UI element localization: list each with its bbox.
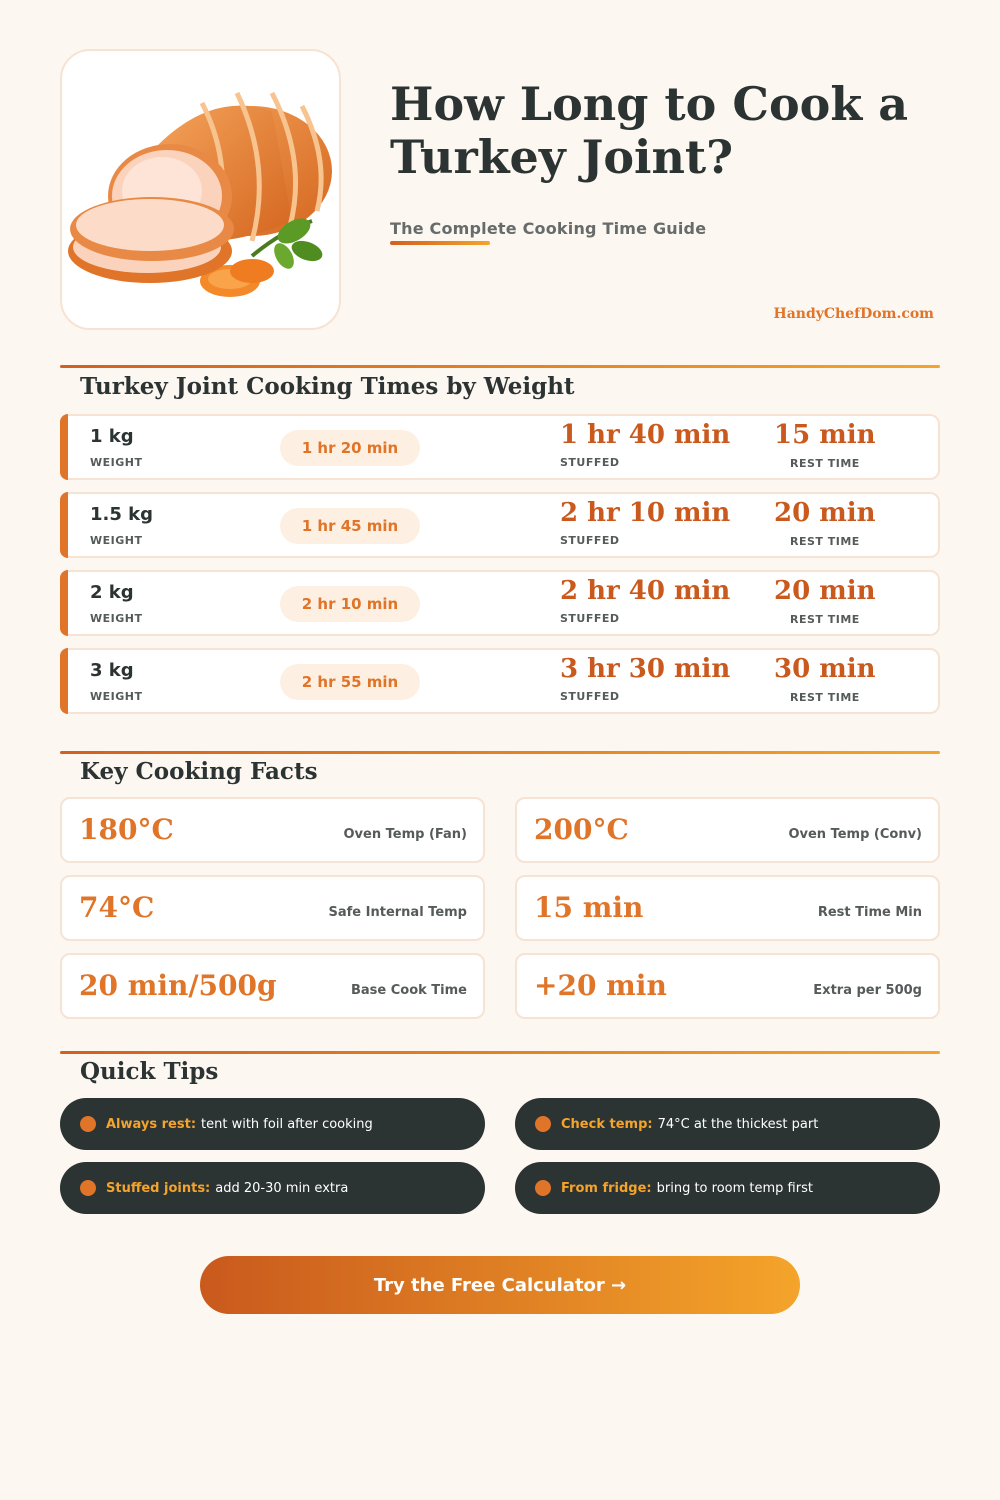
fact-value: 15 min xyxy=(534,891,644,924)
table-row xyxy=(60,492,940,558)
fact-label: Safe Internal Temp xyxy=(328,905,467,920)
fact-value: 74°C xyxy=(79,891,155,924)
unstuffed-time-badge: 1 hr 45 min xyxy=(280,508,420,544)
stuffed-time: 2 hr 10 min xyxy=(560,498,731,528)
fact-label: Rest Time Min xyxy=(817,905,922,920)
section-divider xyxy=(60,751,940,754)
tip-key: Check temp: xyxy=(561,1116,653,1132)
rest-caption: REST TIME xyxy=(790,457,860,470)
tip-text: bring to room temp first xyxy=(656,1180,813,1196)
row-weight: 3 kg xyxy=(90,660,134,681)
bullet-dot-icon xyxy=(80,1116,96,1132)
table-row xyxy=(60,648,940,714)
row-accent-bar xyxy=(60,570,68,636)
stuffed-caption: STUFFED xyxy=(560,690,620,703)
tips-section-title: Quick Tips xyxy=(80,1058,219,1085)
fact-card xyxy=(515,875,940,941)
row-accent-bar xyxy=(60,414,68,480)
tip-text: 74°C at the thickest part xyxy=(657,1116,819,1132)
weight-caption: WEIGHT xyxy=(90,612,143,625)
stuffed-caption: STUFFED xyxy=(560,534,620,547)
tip-pill xyxy=(515,1098,940,1150)
tip-pill xyxy=(515,1162,940,1214)
tip-key: From fridge: xyxy=(561,1180,652,1196)
fact-card xyxy=(515,953,940,1019)
unstuffed-time-badge: 2 hr 10 min xyxy=(280,586,420,622)
tip-pill xyxy=(60,1098,485,1150)
unstuffed-time-badge: 2 hr 55 min xyxy=(280,664,420,700)
subtitle-underline xyxy=(390,241,490,245)
tip-pill xyxy=(60,1162,485,1214)
fact-label: Oven Temp (Conv) xyxy=(788,827,922,842)
fact-card xyxy=(60,953,485,1019)
stuffed-caption: STUFFED xyxy=(560,456,620,469)
bullet-dot-icon xyxy=(535,1180,551,1196)
bullet-dot-icon xyxy=(535,1116,551,1132)
rest-time: 20 min xyxy=(774,576,876,606)
tip-text: add 20-30 min extra xyxy=(215,1180,349,1196)
weight-caption: WEIGHT xyxy=(90,534,143,547)
row-weight: 1.5 kg xyxy=(90,504,154,525)
section-divider xyxy=(60,1051,940,1054)
row-accent-bar xyxy=(60,648,68,714)
page-subtitle: The Complete Cooking Time Guide xyxy=(390,219,707,238)
table-row xyxy=(60,570,940,636)
brand-link[interactable]: HandyChefDom.com xyxy=(773,306,934,322)
rest-time: 30 min xyxy=(774,654,876,684)
row-weight: 1 kg xyxy=(90,426,134,447)
tip-key: Stuffed joints: xyxy=(106,1180,211,1196)
bullet-dot-icon xyxy=(80,1180,96,1196)
rest-time: 15 min xyxy=(774,420,876,450)
tip-key: Always rest: xyxy=(106,1116,197,1132)
row-weight: 2 kg xyxy=(90,582,134,603)
tip-text: tent with foil after cooking xyxy=(201,1116,373,1132)
table-row xyxy=(60,414,940,480)
unstuffed-time-badge: 1 hr 20 min xyxy=(280,430,420,466)
stuffed-time: 1 hr 40 min xyxy=(560,420,731,450)
stuffed-time: 3 hr 30 min xyxy=(560,654,731,684)
fact-value: 20 min/500g xyxy=(79,969,277,1002)
rest-caption: REST TIME xyxy=(790,613,860,626)
fact-card xyxy=(60,875,485,941)
section-divider xyxy=(60,365,940,368)
fact-label: Extra per 500g xyxy=(813,983,922,998)
weight-caption: WEIGHT xyxy=(90,456,143,469)
rest-caption: REST TIME xyxy=(790,691,860,704)
fact-value: +20 min xyxy=(534,969,667,1002)
stuffed-time: 2 hr 40 min xyxy=(560,576,731,606)
turkey-joint-illustration xyxy=(62,51,341,330)
facts-section-title: Key Cooking Facts xyxy=(80,758,318,785)
page-title: How Long to Cook a Turkey Joint? xyxy=(390,77,909,184)
row-accent-bar xyxy=(60,492,68,558)
calculator-cta-button[interactable]: Try the Free Calculator → xyxy=(200,1256,800,1314)
fact-label: Base Cook Time xyxy=(350,983,467,998)
rest-time: 20 min xyxy=(774,498,876,528)
fact-card xyxy=(60,797,485,863)
times-section-title: Turkey Joint Cooking Times by Weight xyxy=(80,373,575,400)
fact-label: Oven Temp (Fan) xyxy=(343,827,467,842)
stuffed-caption: STUFFED xyxy=(560,612,620,625)
hero-image-card xyxy=(60,49,341,330)
weight-caption: WEIGHT xyxy=(90,690,143,703)
fact-value: 200°C xyxy=(534,813,629,846)
rest-caption: REST TIME xyxy=(790,535,860,548)
fact-card xyxy=(515,797,940,863)
fact-value: 180°C xyxy=(79,813,174,846)
